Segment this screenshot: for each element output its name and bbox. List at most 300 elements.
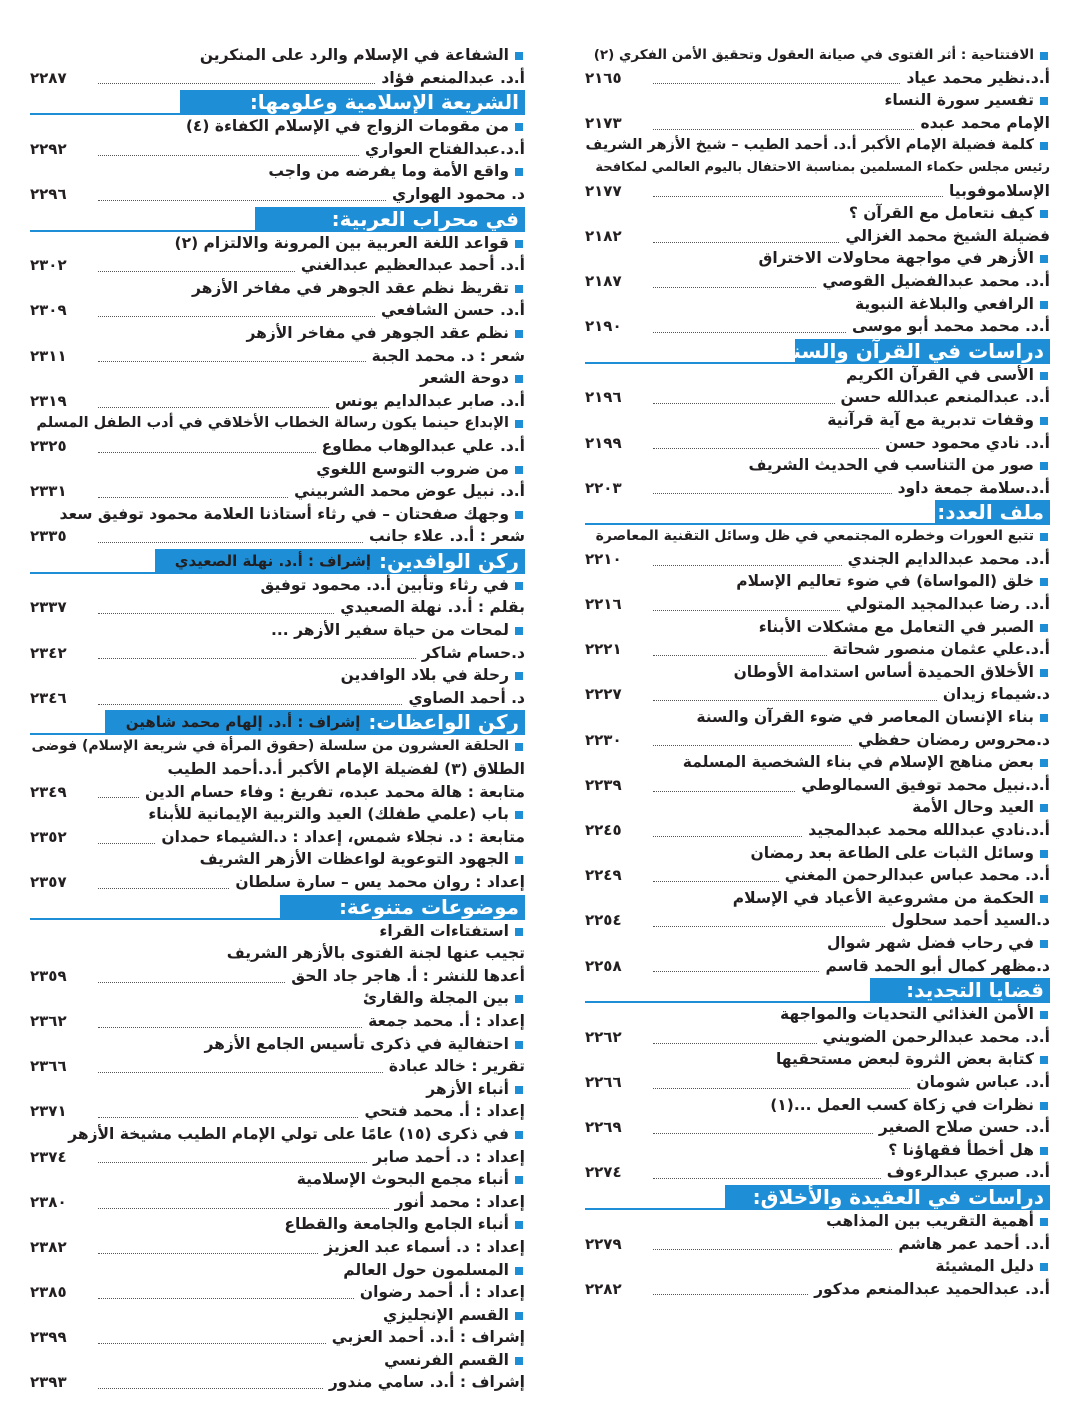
toc-entry-title[interactable] [30,1033,525,1056]
square-bullet-icon [515,1041,523,1049]
toc-entry-continuation: رئيس مجلس حكماء المسلمين بمناسبة الاحتفال باليوم العالمي لمكافحة [595,159,1050,175]
page-number: ٢٣٣٧ [30,598,67,617]
page-number: ٢٢١٠ [585,549,622,568]
author-name: أ.د. عبدالحميد عبدالمنعم مدكور [814,1279,1050,1298]
section-header [585,977,1050,1003]
toc-author-row[interactable] [585,432,1050,455]
toc-entry-title[interactable] [585,932,1050,955]
dot-leader [653,129,914,130]
entry-title-text: قواعد اللغة العربية بين المرونة والالتزام (٢) [174,233,509,252]
square-bullet-icon [1040,759,1048,767]
dot-leader [98,361,366,362]
page-number: ٢٢٤٩ [585,866,622,885]
page-number: ٢٢١٦ [585,595,622,614]
square-bullet-icon [1040,804,1048,812]
dot-leader [653,1294,808,1295]
toc-author-row[interactable] [30,965,525,988]
entry-title-text: صور من التناسب في الحديث الشريف [748,456,1034,475]
toc-author-row[interactable] [585,315,1050,338]
section-title: الشريعة الإسلامية وعلومها: [249,90,519,115]
dot-leader [653,565,842,566]
author-name: متابعة : هالة محمد عبده، تفريغ : وفاء حسام الدين [144,782,525,801]
author-name: د. أحمد الصاوي [408,688,525,707]
square-bullet-icon [1040,850,1048,858]
page-number: ٢٣٠٢ [30,256,67,275]
entry-title-text: الأزهر في مواجهة محاولات الاختراق [758,249,1034,268]
toc-author-row[interactable] [30,826,525,849]
dot-leader [98,407,329,408]
page-number: ٢٣٤٩ [30,782,67,801]
section-header [585,338,1050,364]
section-header [585,1184,1050,1210]
dot-leader [98,271,295,272]
toc-author-row[interactable] [30,1281,525,1304]
toc-entry-title[interactable] [585,1255,1050,1278]
toc-entry-title[interactable] [30,160,525,183]
toc-author-row[interactable] [585,1026,1050,1049]
toc-author-row[interactable] [30,1100,525,1123]
square-bullet-icon [1040,533,1048,541]
toc-author-row[interactable] [585,638,1050,661]
dot-leader [98,155,359,156]
entry-title-text: الأسى في القرآن الكريم [845,365,1034,384]
entry-title-text: الافتتاحية : أثر الفتوى في صيانة العقول وتحقيق الأمن الفكري (٢) [593,47,1034,63]
page-number: ٢٣٥٢ [30,827,67,846]
entry-title-text: أنباء الأزهر [426,1079,509,1098]
toc-author-row[interactable] [585,729,1050,752]
square-bullet-icon [1040,578,1048,586]
author-name: بقلم : أ.د. نهلة الصعيدي [340,598,525,617]
page-number: ٢٣٥٧ [30,873,67,891]
toc-author-row[interactable] [585,1116,1050,1139]
toc-entry-title[interactable] [30,987,525,1010]
toc-author-row[interactable] [585,1071,1050,1094]
toc-entry-title[interactable] [30,44,525,67]
entry-title-text: الحلقة العشرون من سلسلة (حقوق المرأة في شريعة الإسلام) فوضى [31,738,509,755]
page-number: ٢٣٣١ [30,482,67,501]
dot-leader [98,497,288,498]
dot-leader [653,881,779,882]
square-bullet-icon [1040,301,1048,309]
page-number: ٢٣٢٥ [30,436,67,455]
toc-entry-title[interactable] [30,848,525,871]
author-name: أ.د.نظير محمد عياد [906,68,1050,87]
toc-entry-title[interactable] [585,44,1050,67]
entry-title-text: من ضروب التوسع اللغوي [316,459,509,478]
entry-title-text: دوحة الشعر [420,369,509,388]
toc-author-row[interactable] [30,67,525,90]
toc-author-row[interactable] [30,254,525,277]
author-name: أ.د. نبيل عوض محمد الشربيني [294,482,525,501]
toc-entry-title[interactable] [585,525,1050,548]
toc-entry-title[interactable] [585,202,1050,225]
author-name: أ.د. علي عبدالوهاب مطاوع [321,436,525,455]
dot-leader [98,1072,383,1073]
toc-author-row[interactable] [585,909,1050,932]
dot-leader [653,1043,817,1044]
square-bullet-icon [1040,1011,1048,1019]
toc-author-row[interactable] [30,480,525,503]
square-bullet-icon [1040,1218,1048,1226]
page-number: ٢٣٣٥ [30,527,67,546]
square-bullet-icon [1040,624,1048,632]
entry-title-text: نظرات في زكاة كسب العمل ...(١) [770,1095,1034,1114]
toc-entry-title[interactable] [30,803,525,826]
dot-leader [653,1133,873,1134]
toc-entry-title[interactable] [585,247,1050,270]
author-name: الإسلاموفوبيا [948,181,1050,200]
toc-author-row[interactable] [585,225,1050,248]
author-name: إشراف : أ.د. سامي مندور [328,1373,525,1392]
section-header [30,206,525,232]
dot-leader [98,200,386,201]
dot-leader [98,888,229,889]
square-bullet-icon [515,168,523,176]
square-bullet-icon [515,995,523,1003]
toc-author-row[interactable] [30,1371,525,1394]
toc-entry-title[interactable] [585,661,1050,684]
square-bullet-icon [1040,895,1048,903]
entry-title-text: أهمية التقريب بين المذاهب [826,1211,1034,1230]
section-title: ملف العدد: [937,500,1044,525]
entry-title-text: باب (علمي طفلك) العيد والتربية الإيمانية للأبناء [148,805,509,824]
entry-title-text: كيف نتعامل مع القرآن ؟ [848,204,1034,223]
entry-title-text: تفسير سورة النساء [884,91,1034,110]
toc-author-row[interactable] [585,593,1050,616]
page-number: ٢١٩٠ [585,317,622,336]
page-number: ٢٣٧١ [30,1102,67,1121]
page-number: ٢٣٦٢ [30,1011,67,1030]
toc-entry-title[interactable] [585,887,1050,910]
toc-entry-title[interactable] [585,616,1050,639]
toc-author-row[interactable] [585,683,1050,706]
square-bullet-icon [515,928,523,936]
toc-entry-title[interactable] [30,1349,525,1372]
author-name: أ.د. حسن الشافعي [380,301,525,320]
page-number: ٢٢٠٣ [585,478,622,497]
square-bullet-icon [1040,255,1048,263]
square-bullet-icon [515,123,523,131]
toc-author-row[interactable] [30,390,525,413]
page-number: ٢٢٦٢ [585,1027,622,1046]
toc-entry-title[interactable] [30,1168,525,1191]
toc-entry-title[interactable] [30,1123,525,1146]
square-bullet-icon [1040,372,1048,380]
square-bullet-icon [515,811,523,819]
toc-entry-title[interactable] [585,454,1050,477]
entry-title-text: واقع الأمة وما يفرضه من واجب [268,162,509,181]
section-title: موضوعات متنوعة: [338,894,519,919]
toc-entry-title[interactable] [30,1304,525,1327]
toc-entry-title[interactable] [585,1139,1050,1162]
toc-author-row[interactable] [30,781,525,804]
toc-author-row[interactable] [30,435,525,458]
author-name: أ.د. محمد عباس عبدالرحمن المغني [784,866,1050,885]
square-bullet-icon [515,1312,523,1320]
section-title: دراسات في القرآن والسنة: [773,338,1044,363]
page-number: ٢١٧٣ [585,113,622,132]
toc-entry-title[interactable] [585,364,1050,387]
section-header [585,499,1050,525]
page-number: ٢٢٩٢ [30,139,67,158]
author-name: أ.د. عبدالمنعم عبدالله حسن [840,388,1050,407]
toc-author-row[interactable] [30,183,525,206]
toc-author-row[interactable] [585,67,1050,90]
page-number: ٢٣٠٩ [30,301,67,320]
entry-title-text: الحكمة من مشروعية الأعياد في الإسلام [732,888,1034,907]
page-number: ٢٣١١ [30,346,67,365]
square-bullet-icon [1040,417,1048,425]
dot-leader [98,1388,323,1389]
toc-entry-title[interactable] [585,1210,1050,1233]
dot-leader [653,242,839,243]
section-supervisor: إشراف : أ.د. نهلة الصعيدي [174,551,371,570]
author-name: إعداد : روان محمد يس – سارة سلطان [235,873,525,891]
dot-leader [653,926,885,927]
toc-author-row[interactable] [30,871,525,894]
toc-author-row[interactable] [30,1191,525,1214]
page-number: ٢٢٨٢ [585,1279,622,1298]
toc-entry-title[interactable] [30,458,525,481]
entry-title-text: في رثاء وتأبين أ.د. محمود توفيق [260,575,509,594]
toc-entry-title[interactable] [30,367,525,390]
toc-author-row[interactable] [30,525,525,548]
square-bullet-icon [515,240,523,248]
toc-entry-title[interactable] [30,115,525,138]
dot-leader [98,1208,389,1209]
entry-title-text: نظم عقد الجوهر في مفاخر الأزهر [246,323,509,342]
author-name: شعر : د. محمد الجبة [371,346,525,365]
section-title: في محراب العربية: [331,206,519,231]
square-bullet-icon [515,1086,523,1094]
toc-author-row[interactable] [585,955,1050,978]
toc-author-row[interactable] [585,548,1050,571]
toc-author-row[interactable] [585,774,1050,797]
toc-author-row[interactable] [585,819,1050,842]
author-name: أ.د. عباس شومان [916,1072,1050,1091]
dot-leader [653,196,943,197]
entry-title-text: تقريظ نظم عقد الجوهر في مفاخر الأزهر [192,278,509,297]
dot-leader [98,1027,362,1028]
page-number: ٢٣٥٩ [30,966,67,985]
author-name: أ.د.علي عثمان منصور شحاتة [832,640,1050,659]
dot-leader [98,1253,318,1254]
square-bullet-icon [515,511,523,519]
page-number: ٢٢٨٧ [30,68,67,87]
toc-entry-title[interactable] [30,1078,525,1101]
toc-entry-title[interactable] [30,920,525,943]
page-number: ٢٢٣٠ [585,730,622,749]
toc-entry-title[interactable] [30,574,525,597]
toc-entry-title[interactable] [585,751,1050,774]
author-name: أ.د. نادي محمود حسن [885,433,1050,452]
toc-entry-title[interactable] [30,232,525,255]
square-bullet-icon [515,627,523,635]
toc-entry-title[interactable] [30,735,525,758]
section-title: ركن الوافدين: [378,548,519,573]
square-bullet-icon [515,330,523,338]
square-bullet-icon [1040,142,1048,150]
dot-leader [653,1178,881,1179]
dot-leader [653,836,802,837]
toc-entry-title[interactable] [585,293,1050,316]
page-number: ٢٢٦٩ [585,1118,622,1137]
entry-title-text: احتفالية في ذكرى تأسيس الجامع الأزهر [204,1034,509,1053]
author-name: إعداد : محمد أنور [394,1192,525,1211]
section-title: ركن الواعظات: [368,710,519,735]
toc-entry-title[interactable] [585,1094,1050,1117]
toc-entry-title[interactable] [585,1003,1050,1026]
dot-leader [98,658,416,659]
page-number: ٢٣٧٤ [30,1147,67,1166]
toc-entry-title[interactable] [585,134,1050,157]
author-name: أ.د. أحمد عبدالعظيم عبدالغني [300,256,525,275]
entry-title-text: الأمن الغذائي التحديات والمواجهة [779,1005,1034,1024]
toc-author-row[interactable] [585,1233,1050,1256]
author-name: أ.د. محمد محمد أبو موسى [852,317,1050,336]
section-title: دراسات في العقيدة والأخلاق: [752,1184,1044,1209]
square-bullet-icon [515,1176,523,1184]
entry-title-text: رحلة في بلاد الوافدين [340,666,509,685]
toc-author-row[interactable] [585,180,1050,203]
author-name: شعر : أ.د. علاء جانب [369,527,525,546]
entry-title-text: وسائل الثبات على الطاعة بعد رمضان [750,843,1034,862]
toc-entry-title[interactable] [585,409,1050,432]
toc-author-row[interactable] [585,477,1050,500]
author-name: إعداد : أ. محمد فتحي [364,1102,525,1121]
entry-title-text: المسلمون حول العالم [343,1260,509,1279]
toc-entry-title[interactable] [30,664,525,687]
square-bullet-icon [515,743,523,751]
toc-author-row[interactable] [30,687,525,710]
toc-author-row[interactable] [585,864,1050,887]
square-bullet-icon [515,375,523,383]
toc-author-row[interactable] [30,1236,525,1259]
toc-entry-title[interactable] [30,412,525,435]
toc-entry-title[interactable] [30,322,525,345]
toc-author-row[interactable] [30,138,525,161]
author-name: إعداد : د. أحمد صابر [373,1147,525,1166]
author-name: أ.د. صبري عبدالرءوف [886,1163,1050,1182]
dot-leader [98,1162,367,1163]
toc-author-row[interactable] [30,642,525,665]
author-name: أعدها للنشر : أ. هاجر جاد الحق [291,966,525,985]
square-bullet-icon [1040,1263,1048,1271]
entry-title-text: القسم الإنجليزي [383,1305,509,1324]
toc-author-row[interactable] [585,112,1050,135]
entry-title-text: الجهود التوعوية لواعظات الأزهر الشريف [199,850,509,869]
author-name: أ.د. محمد عبدالفضيل القوصي [822,271,1050,290]
toc-entry-title[interactable] [30,1213,525,1236]
page-number: ٢٣٩٣ [30,1373,67,1392]
toc-entry-continuation: تجيب عنها لجنة الفتوى بالأزهر الشريف [226,944,525,963]
toc-entry-title[interactable] [585,570,1050,593]
toc-author-row[interactable] [30,1055,525,1078]
author-name: أ.د. حسن صلاح الصغير [878,1118,1050,1137]
author-name: إعداد : د. أسماء عبد العزيز [324,1237,525,1256]
toc-author-row[interactable] [30,1146,525,1169]
author-name: أ.د.نبيل محمد توفيق السمالوطي [801,775,1050,794]
toc-author-row[interactable] [585,1161,1050,1184]
toc-entry-title[interactable] [30,277,525,300]
toc-author-row[interactable] [30,345,525,368]
toc-entry-title[interactable] [585,706,1050,729]
author-name: د.مظهر كمال أبو الحمد قاسم [825,956,1050,975]
toc-entry-title[interactable] [585,842,1050,865]
toc-author-row[interactable] [30,596,525,619]
toc-right-column [585,44,1050,1300]
toc-entry-title[interactable] [30,503,525,526]
author-name: أ.د.نادي عبدالله محمد عبدالمجيد [808,821,1050,839]
toc-entry-continuation: الطلاق (٣) لفضيلة الإمام الأكبر أ.د.أحمد الطيب [167,760,525,779]
dot-leader [653,83,900,84]
page-number: ٢٢٦٦ [585,1072,622,1091]
entry-title-text: تتبع العورات وخطره المجتمعي في ظل وسائل التقنية المعاصرة [595,528,1034,545]
dot-leader [98,83,375,84]
toc-entry-title[interactable] [30,619,525,642]
entry-title-text: بين المجلة والقارئ [362,989,509,1008]
toc-author-row[interactable] [585,386,1050,409]
toc-author-row[interactable] [585,1278,1050,1301]
entry-title-text: الشفاعة في الإسلام والرد على المنكرين [199,46,509,64]
author-name: تقرير : خالد عبادة [388,1057,525,1076]
page-number: ٢٢٣٩ [585,775,622,794]
dot-leader [98,452,316,453]
dot-leader [98,843,155,844]
entry-title-text: أنباء الجامع والجامعة والقطاع [284,1215,509,1234]
dot-leader [653,1249,892,1250]
square-bullet-icon [515,672,523,680]
page-number: ٢٢٩٦ [30,184,67,203]
square-bullet-icon [1040,1056,1048,1064]
entry-title-text: دليل المشيئة [935,1257,1034,1276]
dot-leader [653,700,937,701]
author-name: متابعة : د. نجلاء شمس، إعداد : د.الشيماء حمدان [161,827,525,846]
dot-leader [653,287,816,288]
dot-leader [98,1343,326,1344]
section-header [30,548,525,574]
toc-entry-title[interactable] [585,1048,1050,1071]
toc-author-row[interactable] [30,1010,525,1033]
author-name: فضيلة الشيخ محمد الغزالي [845,226,1050,245]
entry-title-text: وجهك صفحتان – في رثاء أستاذنا العلامة محمود توفيق سعد [59,504,509,523]
section-header [30,894,525,920]
author-name: أ.د. رضا عبدالمجيد المتولي [846,595,1050,614]
entry-title-text: الرافعي والبلاغة النبوية [854,294,1034,313]
dot-leader [653,610,840,611]
section-title: قضايا التجديد: [906,978,1044,1003]
toc-author-row[interactable] [585,270,1050,293]
dot-leader [653,971,819,972]
entry-title-text: أنباء مجمع البحوث الإسلامية [296,1170,509,1189]
entry-title-text: الصبر في التعامل مع مشكلات الأبناء [758,617,1034,636]
entry-title-text: الإبداع حينما يكون رسالة الخطاب الأخلاقي في أدب الطفل المسلم [36,415,509,432]
toc-entry-title[interactable] [585,89,1050,112]
square-bullet-icon [1040,462,1048,470]
entry-title-text: العيد وحال الأمة [912,798,1034,817]
author-name: أ.د. صابر عبدالدايم يونس [334,391,525,410]
toc-author-row[interactable] [30,299,525,322]
toc-entry-title[interactable] [30,1259,525,1282]
author-name: أ.د. أحمد عمر هاشم [898,1234,1050,1253]
toc-author-row[interactable] [30,1326,525,1349]
dot-leader [98,982,285,983]
page-number: ٢٣٩٩ [30,1328,67,1347]
square-bullet-icon [515,1267,523,1275]
toc-entry-title[interactable] [585,796,1050,819]
square-bullet-icon [1040,940,1048,948]
author-name: الإمام محمد عبده [920,113,1050,132]
